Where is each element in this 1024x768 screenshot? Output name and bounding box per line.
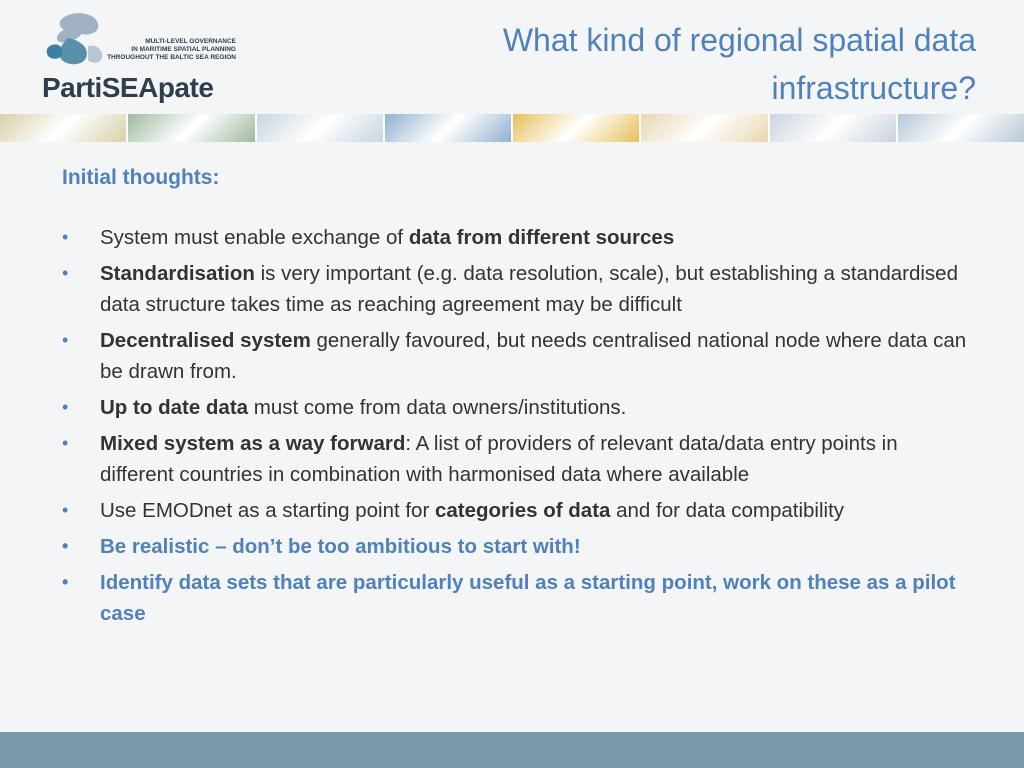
bullet-item [62,222,972,253]
slide-title-line-1: What kind of regional spatial data [502,22,976,58]
map-thumbnail [128,114,254,142]
bullet-text: must come from data owners/institutions. [248,396,627,419]
map-thumbnail-strip [0,114,1024,142]
partiseapate-logo [38,10,236,106]
bullet-item-highlight [62,531,972,562]
bullet-dot-icon: • [62,397,69,417]
map-thumbnail [898,114,1024,142]
section-subtitle: Initial thoughts: [62,166,220,189]
bullet-dot-icon: • [62,263,69,283]
bullet-item [62,428,972,490]
logo-brand-name: PartiSEApate [42,72,214,103]
bullet-text: Identify data sets that are particularly useful as a starting point, work on these as a pilot case [100,571,956,625]
tagline-line: IN MARITIME SPATIAL PLANNING [131,46,236,53]
tagline-line: MULTI-LEVEL GOVERNANCE [145,38,236,45]
map-thumbnail [257,114,383,142]
map-thumbnail [0,114,126,142]
slide-title-line-2: infrastructure? [771,70,976,106]
map-thumbnail [641,114,767,142]
bullet-bold-text: Mixed system as a way forward [100,432,406,455]
footer-bar [0,732,1024,768]
bullet-item-highlight [62,567,972,629]
bullet-dot-icon: • [62,500,69,520]
bullet-text: is very important (e.g. data resolution, scale), but establishing a standardised data structure takes time as reaching agreement may be difficult [100,262,958,316]
bullet-bold-text: Decentralised system [100,329,311,352]
bullet-text: System must enable exchange of [100,226,409,249]
bullet-dot-icon: • [62,536,69,556]
tagline-line: THROUGHOUT THE BALTIC SEA REGION [107,54,236,61]
bullet-item [62,495,972,526]
slide-title [376,16,976,112]
bullet-bold-text: data from different sources [408,226,675,249]
bullet-item [62,325,972,387]
bullet-text: Use EMODnet as a starting point for [100,499,435,522]
bullet-list [62,222,972,634]
bullet-item [62,392,972,423]
map-thumbnail [513,114,639,142]
bullet-text: and for data compatibility [610,499,845,522]
map-thumbnail [385,114,511,142]
bullet-dot-icon: • [62,330,69,350]
bullet-dot-icon: • [62,227,69,247]
logo-tagline [106,38,236,62]
bullet-text: Be realistic – don’t be too ambitious to start with! [100,535,581,558]
bullet-bold-text: Standardisation [100,262,255,285]
bullet-bold-text: categories of data [434,499,611,522]
bullet-text: generally favoured, but needs centralised national node where data can be drawn from. [100,329,967,383]
bullet-dot-icon: • [62,433,69,453]
bullet-text: : A list of providers of relevant data/data entry points in different countries in combination with harmonised data where available [100,432,898,486]
map-thumbnail [770,114,896,142]
bullet-bold-text: Up to date data [100,396,249,419]
bullet-dot-icon: • [62,572,69,592]
bullet-item [62,258,972,320]
